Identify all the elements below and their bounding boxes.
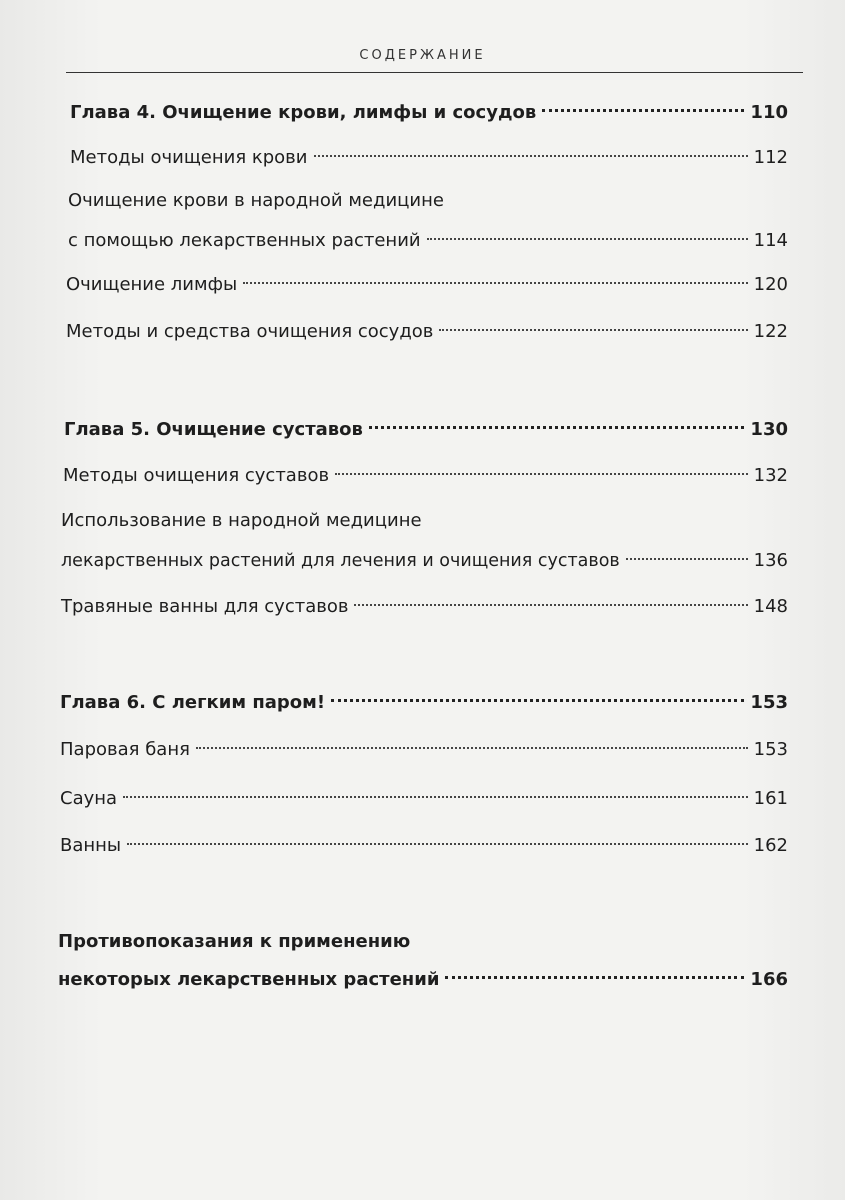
page-number: 166 xyxy=(750,969,788,990)
entry-title: лекарственных растений для лечения и очищения суставов xyxy=(61,551,620,571)
page-number: 148 xyxy=(753,596,788,617)
toc-entry[interactable] xyxy=(66,317,788,347)
entry-title: Очищение лимфы xyxy=(66,274,238,295)
page-number: 130 xyxy=(750,419,788,440)
entry-title: Паровая баня xyxy=(60,739,190,760)
page-number: 136 xyxy=(753,550,788,571)
toc-chapter-5[interactable] xyxy=(64,415,788,445)
page-number: 132 xyxy=(753,465,788,486)
entry-title-line1: Очищение крови в народной медицине xyxy=(68,190,444,211)
entry-title: Методы очищения суставов xyxy=(63,465,330,486)
final-section-line1: Противопоказания к применению xyxy=(58,931,411,952)
page-number: 153 xyxy=(750,692,788,713)
dot-leader xyxy=(243,282,747,284)
entry-title: Ванны xyxy=(60,835,122,856)
toc-entry[interactable] xyxy=(66,270,788,300)
page-number: 120 xyxy=(753,274,788,295)
toc-entry[interactable] xyxy=(61,592,788,622)
chapter-title: Глава 6. С легким паром! xyxy=(60,692,326,713)
chapter-title: Глава 5. Очищение суставов xyxy=(64,419,363,440)
entry-title: Травяные ванны для суставов xyxy=(61,596,349,617)
page-number: 114 xyxy=(753,230,788,251)
dot-leader xyxy=(123,796,748,798)
page-number: 161 xyxy=(753,788,788,809)
toc-entry[interactable] xyxy=(60,735,788,765)
toc-chapter-4[interactable] xyxy=(70,98,788,128)
toc-entry[interactable] xyxy=(60,831,788,861)
page-number: 122 xyxy=(753,321,788,342)
dot-leader xyxy=(369,426,744,429)
dot-leader xyxy=(626,558,748,560)
entry-title: Методы и средства очищения сосудов xyxy=(66,321,434,342)
entry-title: Сауна xyxy=(60,788,118,809)
toc-entry[interactable] xyxy=(61,546,788,576)
running-head: СОДЕРЖАНИЕ xyxy=(359,48,486,63)
toc-entry[interactable] xyxy=(63,461,788,491)
toc-entry[interactable] xyxy=(70,143,788,173)
entry-title-line1: Использование в народной медицине xyxy=(61,510,422,531)
dot-leader xyxy=(542,109,744,112)
page-number: 110 xyxy=(750,102,788,123)
entry-title: Методы очищения крови xyxy=(70,147,308,168)
dot-leader xyxy=(314,155,748,157)
dot-leader xyxy=(331,699,744,702)
entry-title: с помощью лекарственных растений xyxy=(68,230,421,251)
page-number: 162 xyxy=(753,835,788,856)
dot-leader xyxy=(127,843,748,845)
dot-leader xyxy=(439,329,747,331)
dot-leader xyxy=(196,747,748,749)
dot-leader xyxy=(354,604,747,606)
dot-leader xyxy=(445,976,744,979)
section-title: некоторых лекарственных растений xyxy=(58,969,440,990)
toc-entry[interactable] xyxy=(60,784,788,814)
chapter-title: Глава 4. Очищение крови, лимфы и сосудов xyxy=(70,102,537,123)
toc-final-section[interactable] xyxy=(58,965,788,995)
dot-leader xyxy=(427,238,748,240)
page-number: 153 xyxy=(753,739,788,760)
page-number: 112 xyxy=(753,147,788,168)
dot-leader xyxy=(335,473,748,475)
toc-chapter-6[interactable] xyxy=(60,688,788,718)
toc-entry[interactable] xyxy=(68,226,788,256)
